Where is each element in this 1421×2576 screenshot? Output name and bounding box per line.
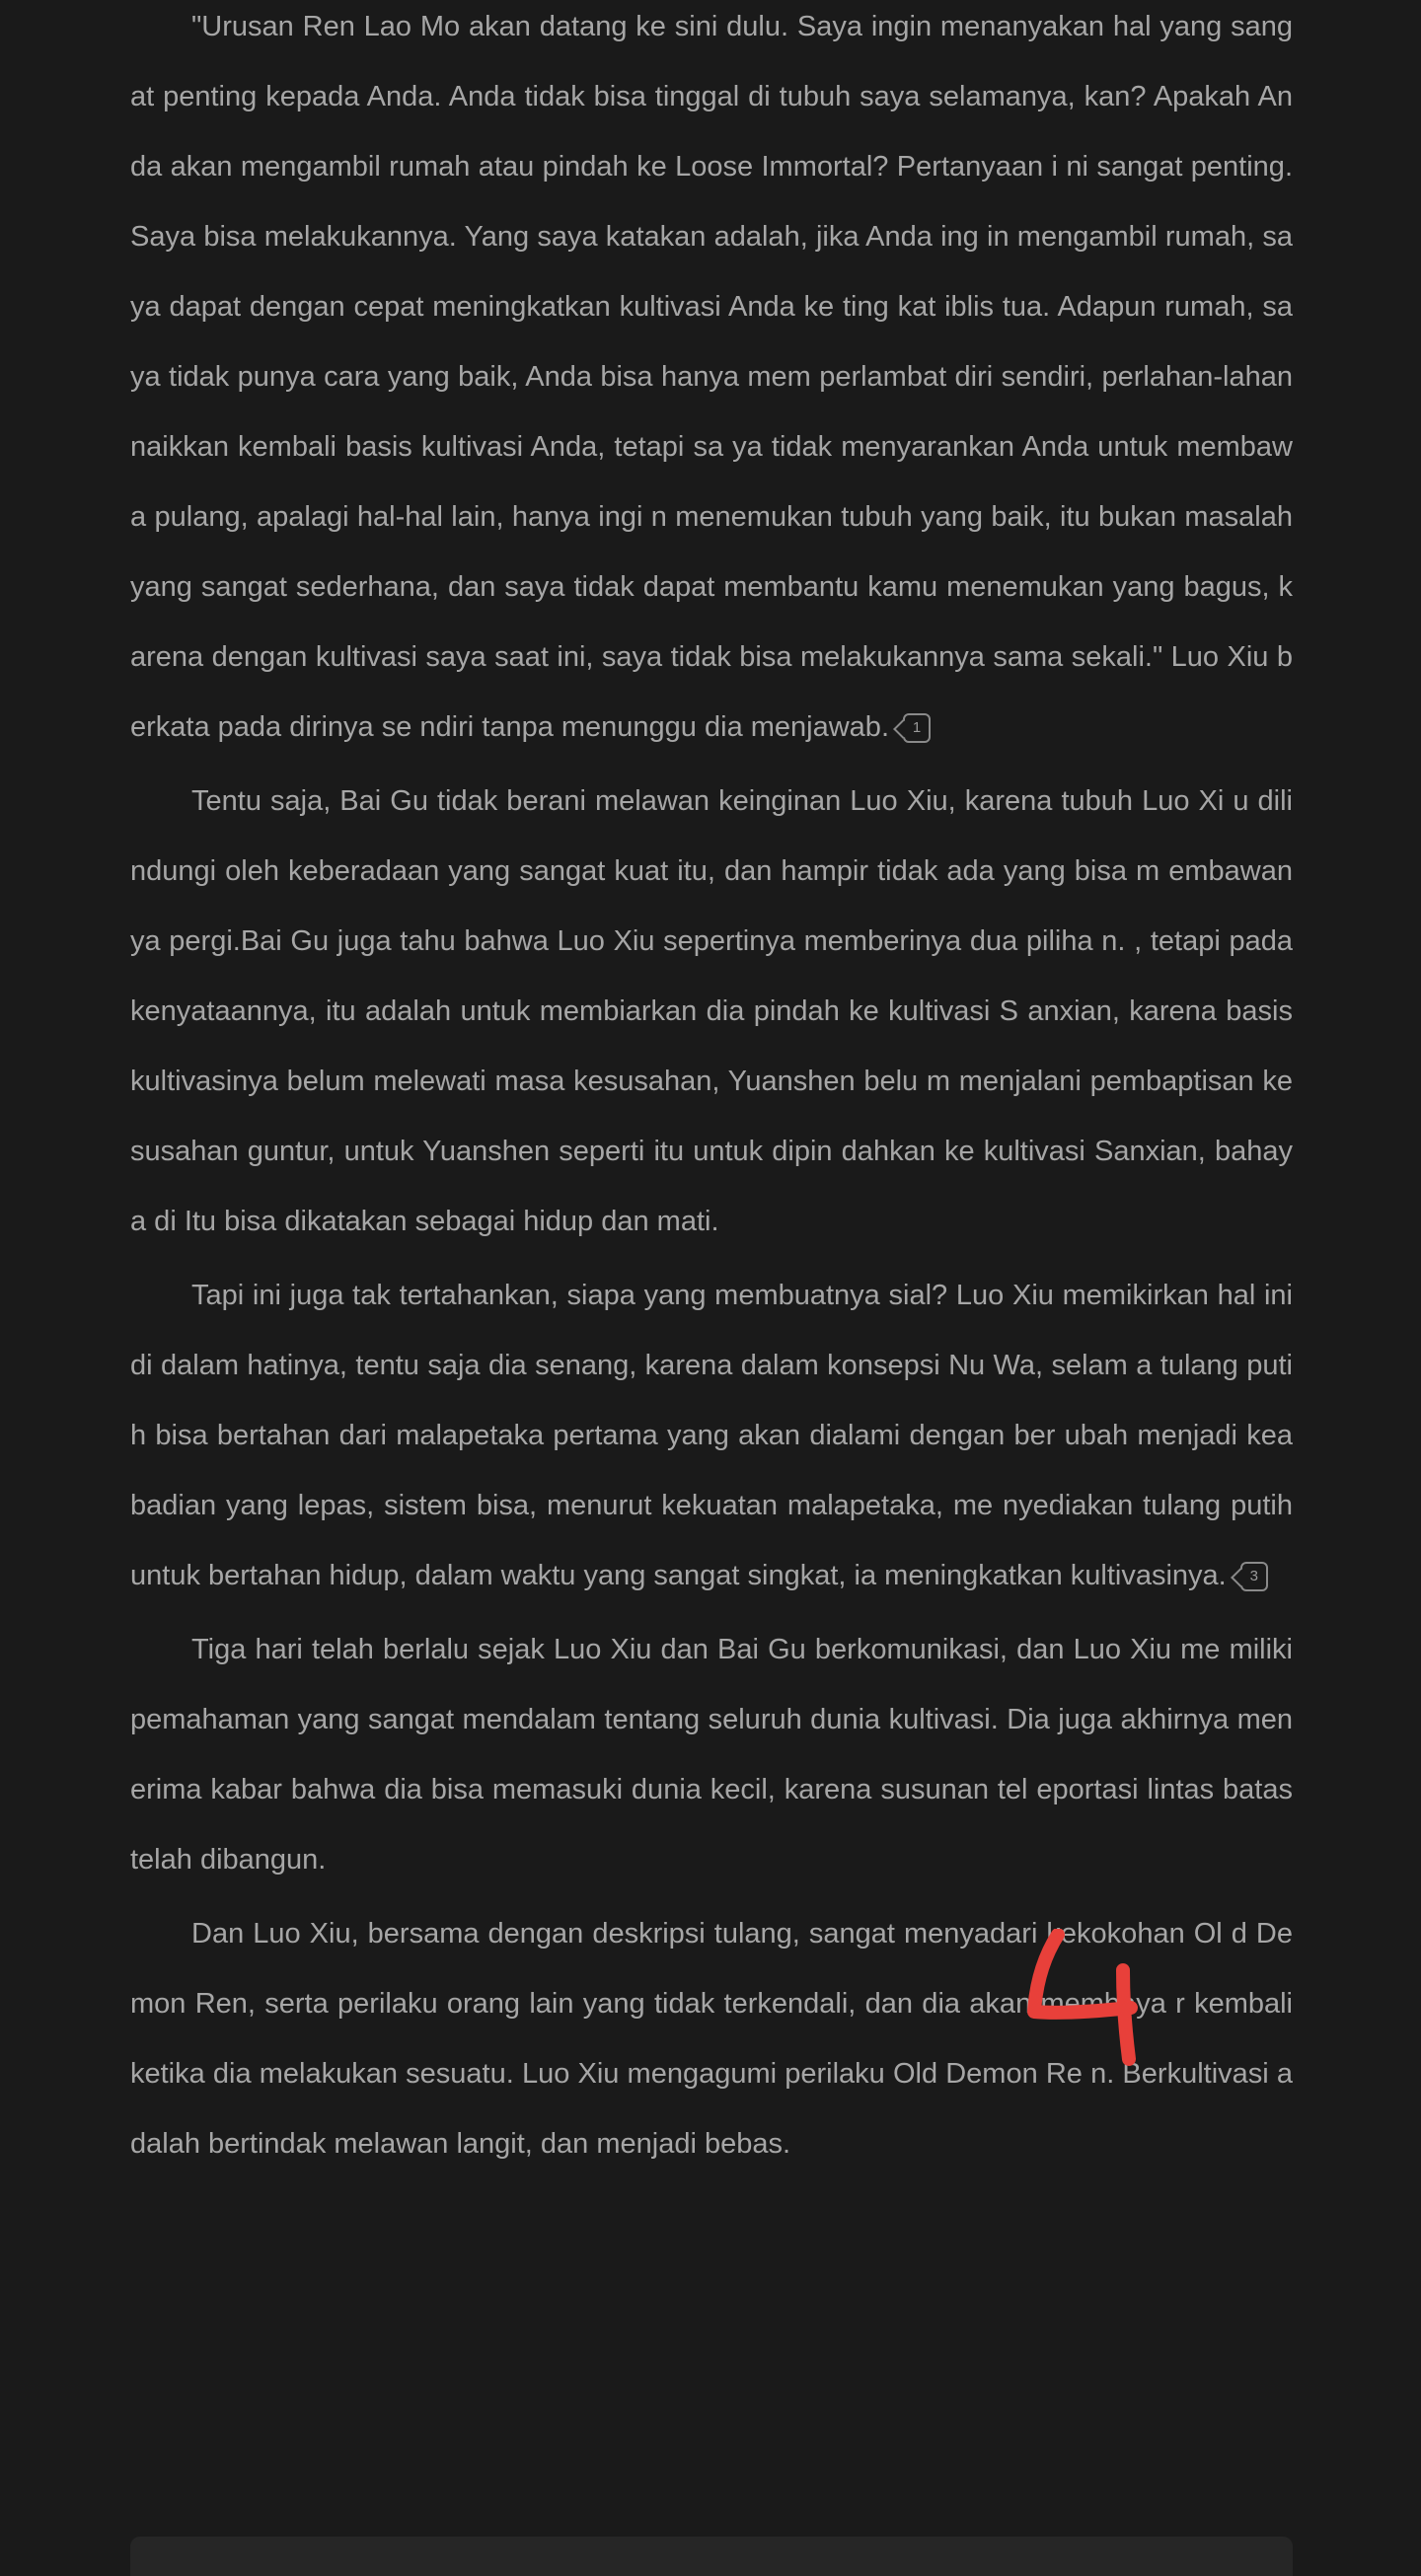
paragraph-comment-button[interactable]: 1 (903, 713, 931, 743)
paragraph (130, 1615, 1293, 1895)
chapter-content (130, 0, 1293, 2183)
paragraph-text: "Urusan Ren Lao Mo akan datang ke sini dulu. Saya ingin menanyakan hal yang sangat penting kepada Anda. Anda tidak bisa tinggal di tubuh saya selamanya, kan? Apakah Anda akan mengambil rumah atau pindah ke Loose Immortal? Pertanyaan i ni sangat penting. Saya bisa melakukannya. Yang saya katakan adalah, jika Anda ing in mengambil rumah, saya dapat dengan cepat meningkatkan kultivasi Anda ke ting kat iblis tua. Adapun rumah, saya tidak punya cara yang baik, Anda bisa hanya mem perlambat diri sendiri, perlahan-lahan naikkan kembali basis kultivasi Anda, tetapi sa ya tidak menyarankan Anda untuk membawa pulang, apalagi hal-hal lain, hanya ingi n menemukan tubuh yang baik, itu bukan masalah yang sangat sederhana, dan saya tidak dapat membantu kamu menemukan yang bagus, karena dengan kultivasi saya saat ini, saya tidak bisa melakukannya sama sekali." Luo Xiu berkata pada dirinya se ndiri tanpa menunggu dia menjawab. (130, 11, 1293, 743)
paragraph-comment-button[interactable]: 3 (1240, 1562, 1268, 1591)
bottom-panel (130, 2537, 1293, 2576)
paragraph-text: Tentu saja, Bai Gu tidak berani melawan keinginan Luo Xiu, karena tubuh Luo Xi u dilindungi oleh keberadaan yang sangat kuat itu, dan hampir tidak ada yang bisa m embawanya pergi.Bai Gu juga tahu bahwa Luo Xiu sepertinya memberinya dua piliha n. , tetapi pada kenyataannya, itu adalah untuk membiarkan dia pindah ke kultivasi S anxian, karena basis kultivasinya belum melewati masa kesusahan, Yuanshen belu m menjalani pembaptisan kesusahan guntur, untuk Yuanshen seperti itu untuk dipin dahkan ke kultivasi Sanxian, bahaya di Itu bisa dikatakan sebagai hidup dan mati. (130, 785, 1293, 1237)
paragraph-text: Tiga hari telah berlalu sejak Luo Xiu dan Bai Gu berkomunikasi, dan Luo Xiu me miliki pemahaman yang sangat mendalam tentang seluruh dunia kultivasi. Dia juga akhirnya menerima kabar bahwa dia bisa memasuki dunia kecil, karena susunan tel eportasi lintas batas telah dibangun. (130, 1634, 1293, 1876)
paragraph-text: Dan Luo Xiu, bersama dengan deskripsi tulang, sangat menyadari kekokohan Ol d Demon Ren, serta perilaku orang lain yang tidak terkendali, dan dia akan membaya r kembali ketika dia melakukan sesuatu. Luo Xiu mengagumi perilaku Old Demon Re n. Berkultivasi adalah bertindak melawan langit, dan menjadi bebas. (130, 1918, 1293, 2160)
paragraph (130, 0, 1293, 763)
paragraph (130, 1261, 1293, 1611)
paragraph (130, 1899, 1293, 2179)
paragraph (130, 767, 1293, 1257)
paragraph-text: Tapi ini juga tak tertahankan, siapa yang membuatnya sial? Luo Xiu memikirkan hal ini di dalam hatinya, tentu saja dia senang, karena dalam konsepsi Nu Wa, selam a tulang putih bisa bertahan dari malapetaka pertama yang akan dialami dengan ber ubah menjadi keabadian yang lepas, sistem bisa, menurut kekuatan malapetaka, me nyediakan tulang putih untuk bertahan hidup, dalam waktu yang sangat singkat, ia meningkatkan kultivasinya. (130, 1280, 1293, 1591)
